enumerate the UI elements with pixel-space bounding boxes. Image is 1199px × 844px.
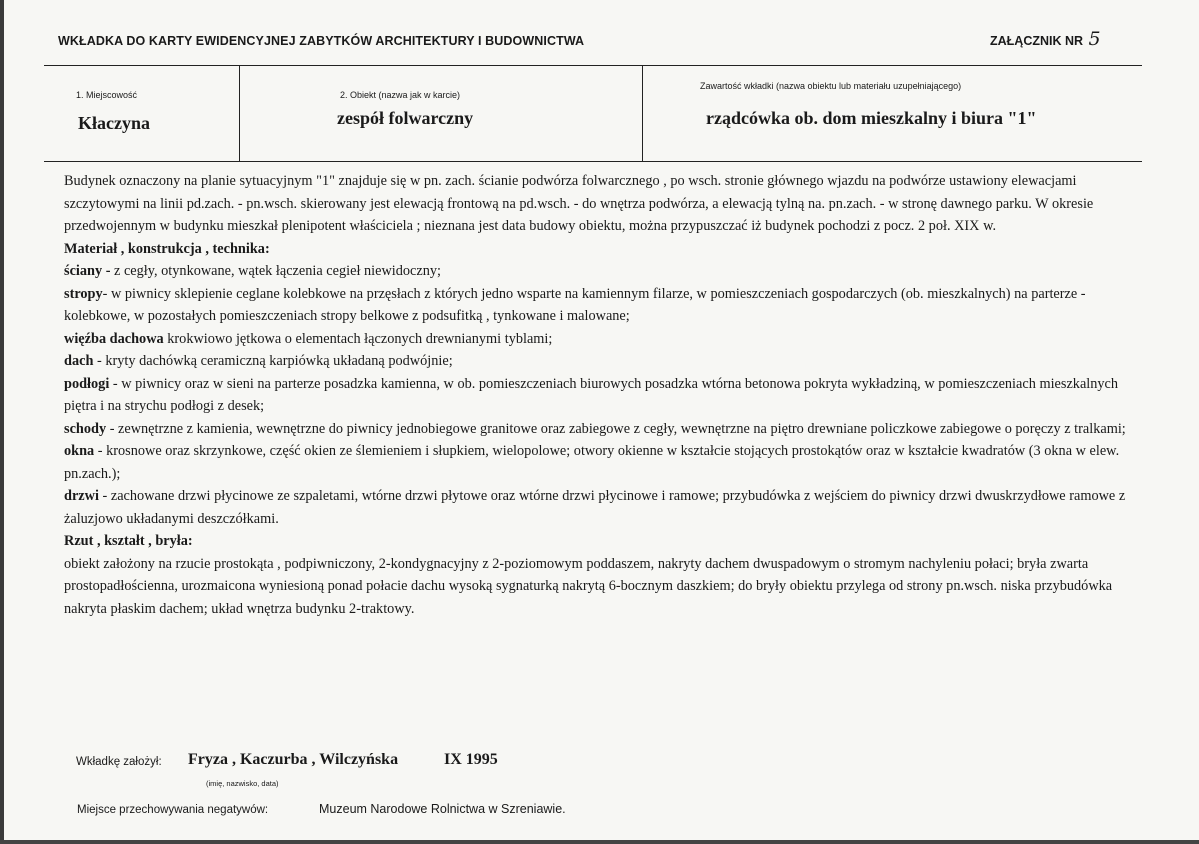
- storage-value: Muzeum Narodowe Rolnictwa w Szreniawie.: [319, 802, 566, 816]
- material-text: - w piwnicy oraz w sieni na parterze posadzka kamienna, w ob. pomieszczeniach biurowych posadzka wtórna betonowa pokryta wykładziną, w pomieszczeniach mieszkalnych piętra i na strychu podłogi z desek;: [64, 375, 1119, 414]
- material-label: więźba dachowa: [64, 330, 164, 347]
- material-label: schody: [64, 420, 107, 437]
- attachment-label: ZAŁĄCZNIK NR: [990, 34, 1084, 48]
- description-body: [64, 170, 1139, 620]
- material-label: dach: [64, 353, 94, 369]
- shape-paragraph: obiekt założony na rzucie prostokąta , podpiwniczony, 2-kondygnacyjny z 2-poziomowym poddaszem, nakryty dachem dwuspadowym o stromym nachyleniu połaci; bryła zwarta prostopadłościenna, urozmaicona wyniesioną ponad połacie dachu wysoką sygnaturką nakrytą 6-bocznym daszkiem; do bryły obiektu przylega od strony pn.wsch. niska przybudówka nakryta płaskim dachem; układ wnętrza budynku 2-traktowy.: [64, 555, 1113, 617]
- place-value: Kłaczyna: [78, 113, 150, 133]
- material-text: krokwiowo jętkowa o elementach łączonych drewnianymi tyblami;: [167, 330, 553, 347]
- table-top-rule: [44, 65, 1142, 66]
- material-doors: [64, 485, 1139, 530]
- attachment-number: 5: [1088, 28, 1101, 50]
- content-value: rządcówka ob. dom mieszkalny i biura "1": [706, 108, 1037, 128]
- material-heading: Materiał , konstrukcja , technika:: [64, 240, 270, 257]
- shape-heading: Rzut , kształt , bryła:: [64, 533, 193, 549]
- founded-hint: (imię, nazwisko, data): [206, 779, 279, 788]
- material-floors: [64, 373, 1139, 418]
- material-windows: [64, 440, 1139, 485]
- material-label: stropy: [64, 285, 103, 302]
- object-value: zespół folwarczny: [337, 108, 474, 128]
- column-divider-1: [239, 66, 240, 161]
- founded-value: Fryza , Kaczurba , Wilczyńska: [188, 751, 399, 768]
- material-text: z cegły, otynkowane, wątek łączenia cegieł niewidoczny;: [114, 263, 442, 279]
- material-text: - kryty dachówką ceramiczną karpiówką układaną podwójnie;: [96, 353, 453, 369]
- table-bottom-rule: [44, 161, 1142, 162]
- founded-date: IX 1995: [444, 751, 498, 768]
- material-text: - zewnętrzne z kamienia, wewnętrzne do piwnicy jednobiegowe granitowe oraz zabiegowe z cegły, wewnętrzne na piętro drewniane policzkowe zabiegowe o poręczy z tralkami;: [109, 420, 1126, 437]
- material-text: - krosnowe oraz skrzynkowe, część okien ze ślemieniem i słupkiem, wielopolowe; otwory okienne w kształcie stojących prostokątów oraz w kształcie kwadratów (3 okna w elew. pn.zach.);: [64, 443, 1120, 482]
- material-label: drzwi: [64, 488, 99, 504]
- material-text: - zachowane drzwi płycinowe ze szpaletami, wtórne drzwi płytowe oraz wtórne drzwi płycinowe i ramowe; przybudówka z wejściem do piwnicy drzwi dwuskrzydłowe ramowe z żaluzjowo układanymi deszczółkami.: [64, 488, 1126, 527]
- place-label: 1. Miejscowość: [76, 90, 138, 100]
- form-title: WKŁADKA DO KARTY EWIDENCYJNEJ ZABYTKÓW ARCHITEKTURY I BUDOWNICTWA: [58, 34, 585, 48]
- material-roof: [64, 350, 1139, 373]
- material-walls: [64, 260, 1139, 283]
- material-label: ściany -: [64, 263, 111, 279]
- scan-edge-bottom: [0, 840, 1199, 844]
- content-label: Zawartość wkładki (nazwa obiektu lub materiału uzupełniającego): [700, 81, 962, 91]
- material-roof-truss: [64, 328, 1139, 351]
- column-divider-2: [642, 66, 643, 161]
- storage-label: Miejsce przechowywania negatywów:: [77, 804, 269, 816]
- material-text: - w piwnicy sklepienie ceglane kolebkowe na przęsłach z których jedno wsparte na kamiennym filarze, w pomieszczeniach gospodarczych (ob. mieszkalnych) na parterze - kolebkowe, w pozostałych pomieszczeniach stropy belkowe z podsufitką , tynkowane i malowane;: [64, 285, 1086, 324]
- material-label: okna: [64, 443, 95, 459]
- material-label: podłogi: [64, 375, 110, 392]
- object-label: 2. Obiekt (nazwa jak w karcie): [340, 90, 461, 100]
- material-stairs: [64, 418, 1139, 441]
- description-paragraph: Budynek oznaczony na planie sytuacyjnym "1" znajduje się w pn. zach. ścianie podwórza folwarcznego , po wsch. stronie głównego wjazdu na podwórze ustawiony elewacjami szczytowymi na linii pd.zach. - pn.wsch. skierowany jest elewacją frontową na pd.wsch. - do wnętrza podwórza, a elewacją tylną na. pn.zach. - w stronę dawnego parku. W okresie przedwojennym w budynku mieszkał plenipotent właściciela ; nieznana jest data budowy obiektu, można przypuszczać iż budynek pochodzi z pocz. 2 poł. XIX w.: [64, 173, 1094, 234]
- scan-edge-left: [0, 0, 4, 844]
- founded-label: Wkładkę założył:: [76, 756, 162, 768]
- material-ceilings: [64, 283, 1139, 328]
- attachment-heading: [990, 28, 1101, 50]
